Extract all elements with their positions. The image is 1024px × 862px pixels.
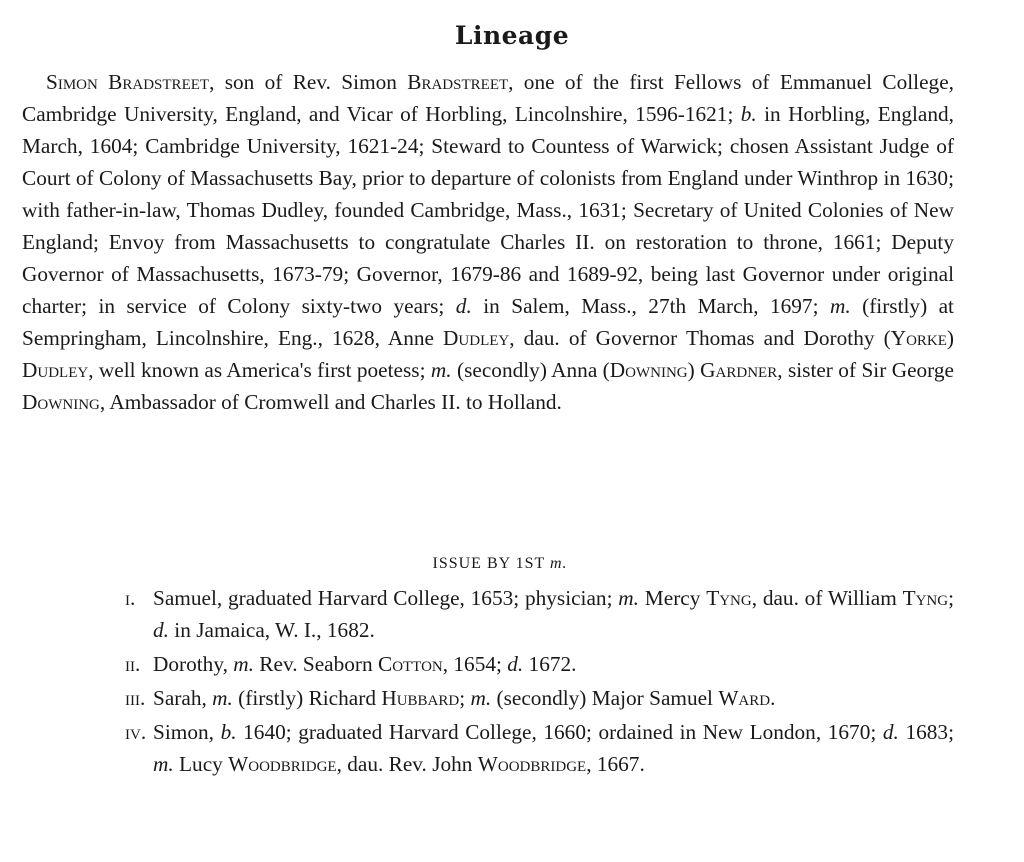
issue-heading: ISSUE BY 1ST m. [432, 555, 568, 572]
issue-numeral: iii. [125, 686, 146, 710]
issue-list [90, 582, 954, 782]
spouse-surname: Dudley [443, 326, 510, 350]
maiden-surname: Downing [609, 358, 688, 382]
biography-paragraph [22, 66, 954, 418]
born-abbrev: b. [740, 102, 757, 126]
issue-numeral: iv. [125, 720, 147, 744]
married-abbrev: m. [430, 358, 452, 382]
biography-text: Simon Bradstreet, son of Rev. Simon Bradstreet, one of the first Fellows of Emmanuel College, Cambridge University, England, and Vicar of Horbling, Lincolnshire, 1596-1621; b. in Horbling, England, March, 1604; Cambridge University, 1621-24; Steward to Countess of Warwick; chosen Assistant Judge of Court of Colony of Massachusetts Bay, prior to departure of colonists from England under Winthrop in 1630; with father-in-law, Thomas Dudley, founded Cambridge, Mass., 1631; Secretary of United Colonies of New England; Envoy from Massachusetts to congratulate Charles II. on restoration to throne, 1661; Deputy Governor of Massachusetts, 1673-79; Governor, 1679-86 and 1689-92, being last Governor under original charter; in service of Colony sixty-two years; d. in Salem, Mass., 27th March, 1697; m. (firstly) at Sempringham, Lincolnshire, Eng., 1628, Anne Dudley, dau. of Governor Thomas and Dorothy (Yorke) Dudley, well known as America's first poetess; m. (secondly) Anna (Downing) Gardner, sister of Sir George Downing, Ambassador of Cromwell and Charles II. to Holland. [22, 70, 954, 414]
maiden-surname: Yorke [890, 326, 947, 350]
issue-item-samuel: i. Samuel, graduated Harvard College, 1653; physician; m. Mercy Tyng, dau. of William Tyng; d. in Jamaica, W. I., 1682. [90, 582, 954, 646]
issue-item-sarah: iii. Sarah, m. (firstly) Richard Hubbard; m. (secondly) Major Samuel Ward. [90, 682, 954, 714]
died-abbrev: d. [455, 294, 472, 318]
father-surname: Bradstreet [407, 70, 509, 94]
relative-surname: Downing [22, 390, 100, 414]
spouse-surname: Gardner [700, 358, 778, 382]
issue-item-dorothy: ii. Dorothy, m. Rev. Seaborn Cotton, 1654; d. 1672. [90, 648, 954, 680]
issue-item-simon: iv. Simon, b. 1640; graduated Harvard College, 1660; ordained in New London, 1670; d. 1683; m. Lucy Woodbridge, dau. Rev. John Woodbridge, 1667. [90, 716, 954, 780]
page-title: Lineage [454, 21, 570, 50]
issue-numeral: i. [125, 586, 136, 610]
issue-numeral: ii. [125, 652, 141, 676]
spouse-surname: Dudley [22, 358, 89, 382]
married-abbrev: m. [829, 294, 851, 318]
subject-name: Simon Bradstreet [46, 70, 210, 94]
